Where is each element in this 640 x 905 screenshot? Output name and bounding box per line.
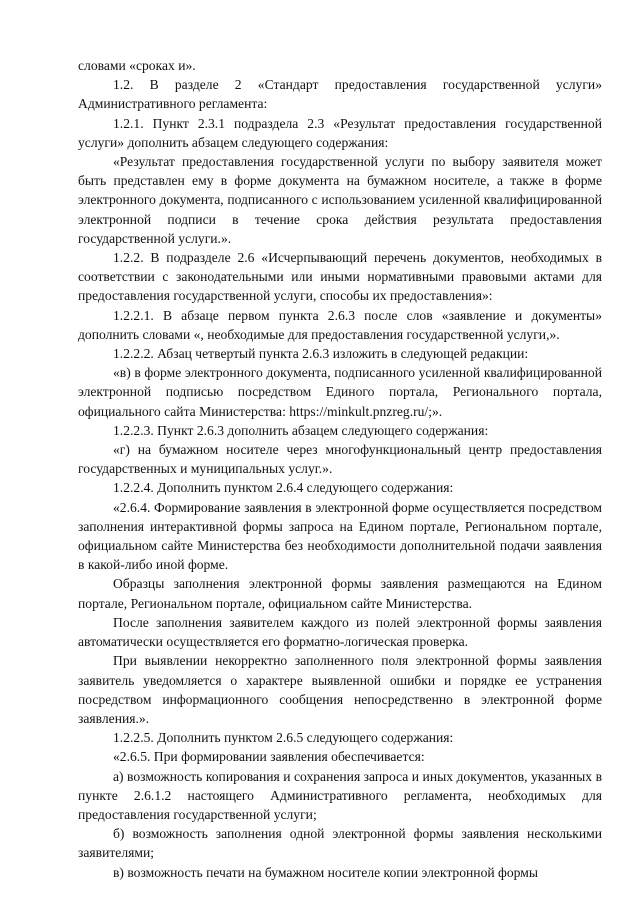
- paragraph-item-2-6-4: «2.6.4. Формирование заявления в электронной форме осуществляется посредством заполнения интерактивной формы запроса на Едином портале, Региональном портале, официальном сайте Министерства без необходимости дополнительной подачи заявления в какой-либо иной форме.: [78, 499, 602, 573]
- paragraph-item-1-2-2: 1.2.2. В подразделе 2.6 «Исчерпывающий перечень документов, необходимых в соответствии с законодательными или иными нормативными правовыми актами для предоставления государственной услуги, способы их предоставления»:: [78, 250, 602, 304]
- paragraph-item-1-2-2-3: 1.2.2.3. Пункт 2.6.3 дополнить абзацем следующего содержания:: [113, 422, 489, 438]
- paragraph-error-notice: При выявлении некорректно заполненного поля электронной формы заявления заявитель уведомляется о характере выявленной ошибки и порядке ее устранения посредством информационного сообщения непосредственно в электронной форме заявления.».: [78, 653, 602, 726]
- paragraph-result-quote: «Результат предоставления государственной услуги по выбору заявителя может быть представлен ему в форме документа на бумажном носителе, а также в форме электронного документа, подписанного с использованием усиленной квалифицированной электронной подписи в течение срока действия результата предоставления государственной услуги.».: [78, 154, 602, 246]
- document-page: [78, 56, 602, 882]
- paragraph-subitem-a: а) возможность копирования и сохранения запроса и иных документов, указанных в пункте 2.6.1.2 настоящего Административного регламента, необходимых для предоставления государственной услуги;: [78, 768, 602, 822]
- paragraph-item-1-2-2-4: 1.2.2.4. Дополнить пунктом 2.6.4 следующего содержания:: [113, 480, 454, 496]
- paragraph-samples: Образцы заполнения электронной формы заявления размещаются на Едином портале, Региональном портале, официальном сайте Министерства.: [78, 576, 602, 611]
- paragraph-section-1-2: 1.2. В разделе 2 «Стандарт предоставления государственной услуги» Административного регламента:: [78, 77, 602, 112]
- paragraph-item-2-6-5: «2.6.5. При формировании заявления обеспечивается:: [113, 749, 425, 765]
- paragraph-item-1-2-2-2: 1.2.2.2. Абзац четвертый пункта 2.6.3 изложить в следующей редакции:: [113, 346, 529, 362]
- paragraph-subitem-b: б) возможность заполнения одной электронной формы заявления несколькими заявителями;: [78, 826, 602, 861]
- paragraph-subitem-v-print: в) возможность печати на бумажном носителе копии электронной формы: [113, 864, 538, 880]
- paragraph-item-1-2-2-1: 1.2.2.1. В абзаце первом пункта 2.6.3 после слов «заявление и документы» дополнить словами «, необходимые для предоставления государственной услуги,».: [78, 307, 602, 342]
- paragraph-continuation: словами «сроках и».: [78, 58, 196, 73]
- paragraph-subitem-v: «в) в форме электронного документа, подписанного усиленной квалифицированной электронной подписью посредством Единого портала, Регионального портала, официального сайта Министерства: https://minkult.pnzreg.ru/;».: [78, 365, 602, 419]
- paragraph-item-1-2-2-5: 1.2.2.5. Дополнить пунктом 2.6.5 следующего содержания:: [113, 730, 454, 746]
- paragraph-validation: После заполнения заявителем каждого из полей электронной формы заявления автоматически осуществляется его форматно-логическая проверка.: [78, 614, 602, 650]
- paragraph-subitem-g: «г) на бумажном носителе через многофункциональный центр предоставления государственных и муниципальных услуг.».: [78, 442, 602, 477]
- paragraph-item-1-2-1: 1.2.1. Пункт 2.3.1 подраздела 2.3 «Результат предоставления государственной услуги» дополнить абзацем следующего содержания:: [78, 115, 602, 150]
